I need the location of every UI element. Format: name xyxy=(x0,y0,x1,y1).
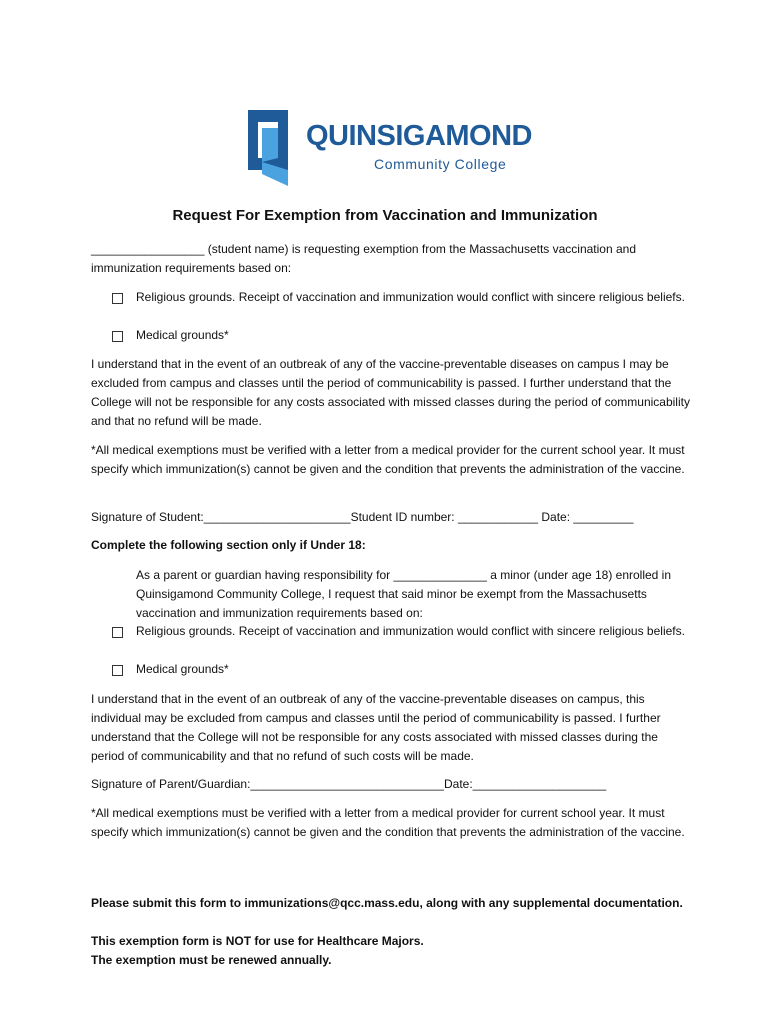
renewal-notice: The exemption must be renewed annually. xyxy=(91,953,332,967)
guardian-understand-paragraph: I understand that in the event of an outbreak of any of the vaccine-preventable diseases on campus, this individual may be excluded from campus and classes until the period of communicability is passed. I further understand that the College will not be responsible for any costs associated with missed classes during the period of communicability and that no refund of such costs will be made. xyxy=(91,692,661,763)
college-logo xyxy=(248,110,532,186)
intro-paragraph: _________________ (student name) is requesting exemption from the Massachusetts vaccination and immunization requirements based on: xyxy=(91,242,637,275)
logo-name: QUINSIGAMOND xyxy=(306,120,532,152)
logo-mark-icon xyxy=(248,110,288,186)
under18-heading: Complete the following section only if Under 18: xyxy=(91,538,366,552)
medical-checkbox[interactable] xyxy=(112,331,123,342)
logo-subtitle: Community College xyxy=(374,156,507,172)
form-title: Request For Exemption from Vaccination and Immunization xyxy=(172,207,598,224)
guardian-medical-note: *All medical exemptions must be verified with a letter from a medical provider for current school year. It must specify which immunization(s) cannot be given and the condition that prevents the administration of the vaccine. xyxy=(91,806,685,839)
guardian-signature-line[interactable]: Signature of Parent/Guardian:_____________________________Date:____________________ xyxy=(91,777,607,791)
religious-option-label: Religious grounds. Receipt of vaccination and immunization would conflict with sincere religious beliefs. xyxy=(136,290,685,304)
guardian-religious-checkbox[interactable] xyxy=(112,627,123,638)
guardian-medical-checkbox[interactable] xyxy=(112,665,123,676)
guardian-religious-option-label: Religious grounds. Receipt of vaccination and immunization would conflict with sincere religious beliefs. xyxy=(136,624,685,638)
submit-instructions: Please submit this form to immunizations@qcc.mass.edu, along with any supplemental documentation. xyxy=(91,896,683,910)
medical-note: *All medical exemptions must be verified with a letter from a medical provider for the current school year. It must specify which immunization(s) cannot be given and the condition that prevents the administration of the vaccine. xyxy=(91,443,685,476)
healthcare-notice: This exemption form is NOT for use for Healthcare Majors. xyxy=(91,934,424,948)
student-signature-line[interactable]: Signature of Student:______________________Student ID number: ____________ Date: _________ xyxy=(91,510,634,524)
medical-option-label: Medical grounds* xyxy=(136,328,229,342)
guardian-medical-option-label: Medical grounds* xyxy=(136,662,229,676)
understand-paragraph: I understand that in the event of an outbreak of any of the vaccine-preventable diseases on campus I may be excluded from campus and classes until the period of communicability is passed. I further understand that the College will not be responsible for any costs associated with missed classes during the period of communicability and that no refund will be made. xyxy=(91,357,690,428)
religious-checkbox[interactable] xyxy=(112,293,123,304)
guardian-intro: As a parent or guardian having responsibility for ______________ a minor (under age 18) enrolled in Quinsigamond Community College, I request that said minor be exempt from the Massachusetts vaccination and immunization requirements based on: xyxy=(136,568,672,620)
